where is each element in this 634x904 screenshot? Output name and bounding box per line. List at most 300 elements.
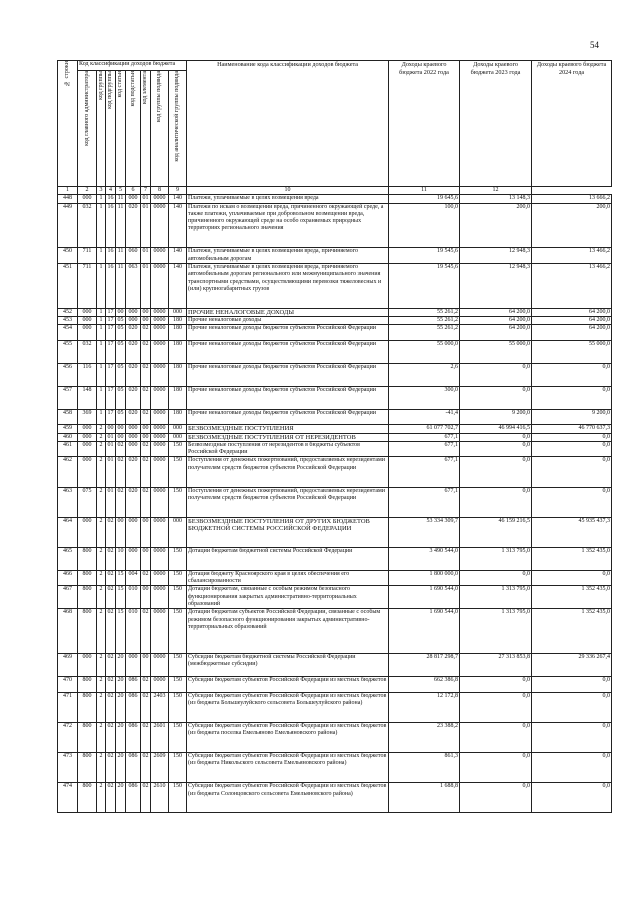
code-article-cell: 20 <box>116 677 126 693</box>
revenue-name-cell: Дотации бюджетам, связанные с особым режимом безопасного функционирования закрытых административно-территориальных образований <box>187 586 389 609</box>
revenue-2023-cell: 9 200,0 <box>460 409 532 425</box>
code-subtype-group-cell: 0000 <box>151 317 169 325</box>
table-row <box>58 677 612 693</box>
row-number-cell: 452 <box>58 308 78 316</box>
revenue-2022-cell: 3 490 544,0 <box>389 547 460 570</box>
code-article-cell: 11 <box>116 203 126 248</box>
code-article-cell: 05 <box>116 340 126 363</box>
revenue-name-cell: Субсидии бюджетам субъектов Российской Федерации из местных бюджетов (из бюджета Никольского сельсовета Емельяновского района) <box>187 753 389 783</box>
code-element-cell: 00 <box>141 654 151 677</box>
revenue-2024-cell: 45 935 437,3 <box>532 517 612 547</box>
table-row <box>58 441 612 457</box>
page-number: 54 <box>590 40 599 50</box>
row-number-cell: 467 <box>58 586 78 609</box>
code-group-cell: 1 <box>97 386 106 409</box>
row-number-cell: 474 <box>58 783 78 813</box>
code-analytic-group-cell: 150 <box>169 609 187 654</box>
table-body <box>58 195 612 813</box>
code-subgroup-cell: 17 <box>106 386 116 409</box>
revenue-2024-cell: 46 770 637,3 <box>532 425 612 433</box>
revenue-2023-cell: 0,0 <box>460 692 532 722</box>
revenue-2024-cell: 29 336 267,4 <box>532 654 612 677</box>
code-element-cell: 02 <box>141 386 151 409</box>
code-subgroup-cell: 02 <box>106 654 116 677</box>
table-row <box>58 457 612 487</box>
table-row <box>58 487 612 517</box>
code-admin-cell: 800 <box>78 570 97 586</box>
row-number-cell: 469 <box>58 654 78 677</box>
code-subgroup-cell: 16 <box>106 263 116 308</box>
revenue-2022-cell: 677,1 <box>389 457 460 487</box>
revenue-2022-cell: 55 261,2 <box>389 325 460 341</box>
code-analytic-group-cell: 150 <box>169 692 187 722</box>
column-number: 11 <box>389 187 460 195</box>
code-subtype-group-cell: 0000 <box>151 586 169 609</box>
revenue-name-cell: Дотация бюджету Красноярского края в целях обеспечения его сбалансированности <box>187 570 389 586</box>
code-group-cell: 2 <box>97 753 106 783</box>
revenue-2024-cell: 13 466,2 <box>532 248 612 264</box>
code-element-cell: 02 <box>141 441 151 457</box>
revenue-2022-cell: 55 000,0 <box>389 340 460 363</box>
table-row <box>58 248 612 264</box>
revenue-2023-cell: 0,0 <box>460 783 532 813</box>
revenue-name-cell: Дотации бюджетам бюджетной системы Российской Федерации <box>187 547 389 570</box>
column-number: 3 <box>97 187 106 195</box>
code-group-cell: 2 <box>97 783 106 813</box>
code-article-cell: 05 <box>117 317 124 324</box>
code-article-cell: 20 <box>116 783 126 813</box>
code-subgroup-cell: 02 <box>106 547 116 570</box>
code-group-cell: 2 <box>97 722 106 752</box>
revenue-name-cell: БЕЗВОЗМЕЗДНЫЕ ПОСТУПЛЕНИЯ <box>187 425 389 433</box>
code-admin-cell: 148 <box>78 386 97 409</box>
code-subtype-group-cell: 0000 <box>151 203 169 248</box>
code-group-cell: 2 <box>97 517 106 547</box>
code-analytic-group-cell: 000 <box>169 425 187 433</box>
code-element-cell: 02 <box>141 783 151 813</box>
code-article-cell: 15 <box>116 586 126 609</box>
code-element-cell: 02 <box>141 609 151 654</box>
code-subgroup-cell: 00 <box>107 425 114 432</box>
header-name: Наименование кода классификации доходов бюджета <box>187 61 389 187</box>
header-classification-group: Код классификации доходов бюджета <box>78 61 187 71</box>
row-number-cell: 454 <box>58 325 78 341</box>
code-subgroup-cell: 17 <box>106 409 116 425</box>
code-subgroup-cell: 17 <box>107 308 114 315</box>
code-analytic-group-cell: 180 <box>169 409 187 425</box>
code-article-cell: 15 <box>116 570 126 586</box>
code-admin-cell: 000 <box>78 517 97 547</box>
table-row <box>58 654 612 677</box>
revenue-2024-cell: 0,0 <box>532 441 612 457</box>
code-article-cell: 05 <box>116 325 126 341</box>
revenue-name-cell: Субсидии бюджетам субъектов Российской Федерации из местных бюджетов (из бюджета Солонцовского сельсовета Емельяновского района) <box>187 783 389 813</box>
code-group-cell: 1 <box>97 203 106 248</box>
code-analytic-group-cell: 150 <box>169 547 187 570</box>
code-group-cell: 2 <box>97 654 106 677</box>
code-admin-cell: 711 <box>78 263 97 308</box>
revenue-2023-cell: 200,0 <box>460 203 532 248</box>
code-analytic-group-cell: 150 <box>169 487 187 517</box>
revenue-name-cell: Платежи по искам о возмещении вреда, причиненного окружающей среде, а также платежи, уплачиваемые при добровольном возмещении вреда, причиненного окружающей среде на особо охраняемых природных территориях регионального значения <box>187 203 389 248</box>
code-group-cell: 2 <box>97 487 106 517</box>
code-subtype-group-cell: 2403 <box>151 692 169 722</box>
revenue-name-cell: Поступления от денежных пожертвований, предоставляемых нерезидентами получателям средств бюджетов субъектов Российской Федерации <box>187 487 389 517</box>
table-row <box>58 609 612 654</box>
code-group-cell: 1 <box>97 409 106 425</box>
revenue-2022-cell: 53 334 309,7 <box>389 517 460 547</box>
code-admin-cell: 000 <box>78 425 97 433</box>
code-element-cell: 02 <box>141 692 151 722</box>
table-row <box>58 692 612 722</box>
column-number: 1 <box>58 187 78 195</box>
revenue-name-cell: Безвозмездные поступления от нерезидентов в бюджеты субъектов Российской Федерации <box>187 441 389 457</box>
code-subarticle-cell: 086 <box>126 783 141 813</box>
code-article-cell: 00 <box>117 433 124 440</box>
revenue-name-cell: Платежи, уплачиваемые в целях возмещения вреда, причиняемого автомобильным дорогам регионального или межмуниципального значения транспортными средствами, осуществляющими перевозки тяжеловесных и (или) крупногабаритных грузов <box>187 263 389 308</box>
code-subgroup-cell: 01 <box>106 441 116 457</box>
code-element-cell: 02 <box>141 677 151 693</box>
code-subarticle-cell: 000 <box>126 425 141 433</box>
code-admin-cell: 711 <box>78 248 97 264</box>
code-admin-cell: 000 <box>78 441 97 457</box>
revenue-2023-cell: 64 200,0 <box>460 317 532 325</box>
code-admin-cell: 000 <box>78 317 97 325</box>
code-admin-cell: 800 <box>78 677 97 693</box>
code-admin-cell: 800 <box>78 609 97 654</box>
code-analytic-group-cell: 150 <box>169 783 187 813</box>
revenue-2024-cell: 0,0 <box>532 722 612 752</box>
table-row <box>58 547 612 570</box>
code-analytic-group-cell: 180 <box>169 363 187 386</box>
code-element-cell: 01 <box>142 195 149 202</box>
code-article-cell: 20 <box>116 692 126 722</box>
revenue-name-cell: Субсидии бюджетам субъектов Российской Федерации из местных бюджетов (из бюджета поселка Емельяново Емельяновского района) <box>187 722 389 752</box>
table-row <box>58 263 612 308</box>
header-code-subgroup: код подгруппы <box>106 71 116 187</box>
revenue-2022-cell: 861,3 <box>389 753 460 783</box>
revenue-2023-cell: 1 313 795,0 <box>460 547 532 570</box>
code-subarticle-cell: 086 <box>126 677 141 693</box>
row-number-cell: 448 <box>58 195 78 203</box>
code-subtype-group-cell: 0000 <box>151 517 169 547</box>
code-subtype-group-cell: 2601 <box>151 722 169 752</box>
code-element-cell: 00 <box>141 517 151 547</box>
revenue-2022-cell: 55 261,2 <box>389 308 460 316</box>
code-subgroup-cell: 17 <box>106 363 116 386</box>
code-subtype-group-cell: 0000 <box>151 386 169 409</box>
code-group-cell: 1 <box>97 195 106 203</box>
revenue-2023-cell: 0,0 <box>460 487 532 517</box>
code-subgroup-cell: 02 <box>106 753 116 783</box>
code-analytic-group-cell: 150 <box>169 654 187 677</box>
revenue-2024-cell: 0,0 <box>532 753 612 783</box>
code-article-cell: 11 <box>116 195 126 203</box>
table-row <box>58 203 612 248</box>
column-number: 8 <box>151 187 169 195</box>
revenue-2022-cell: 2,6 <box>389 363 460 386</box>
code-element-cell: 02 <box>141 722 151 752</box>
code-subarticle-cell: 000 <box>126 517 141 547</box>
code-article-cell: 05 <box>116 409 126 425</box>
code-subtype-group-cell: 0000 <box>151 547 169 570</box>
row-number-cell: 459 <box>58 425 78 433</box>
code-subtype-group-cell: 0000 <box>151 248 169 264</box>
table-header <box>58 61 612 195</box>
code-admin-cell: 075 <box>78 487 97 517</box>
code-subarticle-cell: 000 <box>126 654 141 677</box>
revenue-2023-cell: 12 948,3 <box>460 248 532 264</box>
row-number-cell: 470 <box>58 677 78 693</box>
row-number-cell: 451 <box>58 263 78 308</box>
code-analytic-group-cell: 150 <box>169 586 187 609</box>
row-number-cell: 460 <box>58 433 78 441</box>
code-subgroup-cell: 02 <box>106 586 116 609</box>
code-element-cell: 02 <box>141 570 151 586</box>
header-code-element: код элемента <box>141 71 151 187</box>
revenue-2024-cell: 0,0 <box>532 783 612 813</box>
code-group-cell: 2 <box>97 677 106 693</box>
row-number-cell: 458 <box>58 409 78 425</box>
revenue-2022-cell: 300,0 <box>389 386 460 409</box>
code-element-cell: 02 <box>141 457 151 487</box>
revenue-2024-cell: 64 200,0 <box>532 325 612 341</box>
code-subgroup-cell: 16 <box>107 195 114 202</box>
table-row <box>58 722 612 752</box>
code-subtype-group-cell: 0000 <box>151 677 169 693</box>
table-row <box>58 753 612 783</box>
code-subtype-group-cell: 0000 <box>151 609 169 654</box>
revenue-name-cell: Платежи, уплачиваемые в целях возмещения вреда, причиняемого автомобильным дорогам <box>187 248 389 264</box>
code-article-cell: 00 <box>116 517 126 547</box>
revenue-2024-cell: 13 466,2 <box>532 263 612 308</box>
header-code-article: код статьи <box>116 71 126 187</box>
revenue-2023-cell: 0,0 <box>460 570 532 586</box>
code-subarticle-cell: 020 <box>126 340 141 363</box>
revenue-name-cell: Дотации бюджетам субъектов Российской Федерации, связанные с особым режимом безопасного функционирования закрытых административно-территориальных образований <box>187 609 389 654</box>
code-admin-cell: 032 <box>78 340 97 363</box>
revenue-name-cell: Прочие неналоговые доходы бюджетов субъектов Российской Федерации <box>187 340 389 363</box>
revenue-name-cell: Прочие неналоговые доходы бюджетов субъектов Российской Федерации <box>187 363 389 386</box>
row-number-cell: 463 <box>58 487 78 517</box>
code-subtype-group-cell: 0000 <box>151 441 169 457</box>
code-subgroup-cell: 16 <box>106 203 116 248</box>
code-subgroup-cell: 02 <box>106 692 116 722</box>
code-analytic-group-cell: 150 <box>169 570 187 586</box>
code-admin-cell: 369 <box>78 409 97 425</box>
revenue-2023-cell: 0,0 <box>460 441 532 457</box>
code-subgroup-cell: 02 <box>106 517 116 547</box>
row-number-cell: 453 <box>58 317 78 325</box>
code-element-cell: 02 <box>141 325 151 341</box>
code-subtype-group-cell: 0000 <box>151 409 169 425</box>
code-analytic-group-cell: 140 <box>169 203 187 248</box>
code-element-cell: 00 <box>142 433 149 440</box>
code-analytic-group-cell: 180 <box>169 386 187 409</box>
code-analytic-group-cell: 150 <box>169 753 187 783</box>
code-subtype-group-cell: 0000 <box>151 433 169 441</box>
code-article-cell: 15 <box>116 609 126 654</box>
revenue-name-cell: Прочие неналоговые доходы бюджетов субъектов Российской Федерации <box>187 409 389 425</box>
table-row <box>58 409 612 425</box>
revenue-2022-cell: 100,0 <box>389 203 460 248</box>
code-article-cell: 11 <box>116 263 126 308</box>
code-subtype-group-cell: 0000 <box>151 308 169 316</box>
code-subtype-group-cell: 0000 <box>151 487 169 517</box>
revenue-2022-cell: 1 690 544,0 <box>389 586 460 609</box>
code-article-cell: 10 <box>116 547 126 570</box>
column-number: 4 <box>106 187 116 195</box>
table-row <box>58 308 612 316</box>
code-article-cell: 20 <box>116 722 126 752</box>
table-row <box>58 386 612 409</box>
column-number: 10 <box>187 187 389 195</box>
table-row <box>58 425 612 433</box>
revenue-2024-cell: 1 352 435,0 <box>532 547 612 570</box>
revenue-2022-cell: 19 545,6 <box>389 263 460 308</box>
row-number-cell: 457 <box>58 386 78 409</box>
revenue-2024-cell: 13 666,2 <box>532 195 612 203</box>
code-group-cell: 1 <box>97 340 106 363</box>
header-code-subarticle: код подстатьи <box>126 71 141 187</box>
code-subarticle-cell: 020 <box>126 409 141 425</box>
code-admin-cell: 000 <box>78 195 97 203</box>
code-admin-cell: 116 <box>78 363 97 386</box>
row-number-cell: 465 <box>58 547 78 570</box>
revenue-2023-cell: 46 159 216,5 <box>460 517 532 547</box>
revenue-name-cell: БЕЗВОЗМЕЗДНЫЕ ПОСТУПЛЕНИЯ ОТ ДРУГИХ БЮДЖЕТОВ БЮДЖЕТНОЙ СИСТЕМЫ РОССИЙСКОЙ ФЕДЕРАЦИИ <box>187 517 389 547</box>
revenue-2024-cell: 55 000,0 <box>532 340 612 363</box>
revenue-2022-cell: 23 388,2 <box>389 722 460 752</box>
revenue-2024-cell: 0,0 <box>532 363 612 386</box>
revenue-2023-cell: 13 148,3 <box>460 195 532 203</box>
revenue-2024-cell: 0,0 <box>532 677 612 693</box>
revenue-2022-cell: 1 688,8 <box>389 783 460 813</box>
code-group-cell: 2 <box>97 570 106 586</box>
code-group-cell: 1 <box>97 308 106 316</box>
table-row <box>58 325 612 341</box>
revenue-2023-cell: 1 313 795,0 <box>460 609 532 654</box>
header-code-group: код группы <box>97 71 106 187</box>
code-group-cell: 2 <box>97 586 106 609</box>
code-article-cell: 00 <box>117 308 124 315</box>
code-element-cell: 02 <box>141 487 151 517</box>
code-article-cell: 05 <box>116 363 126 386</box>
header-revenue-2024: Доходы краевого бюджета 2024 года <box>532 61 612 187</box>
code-article-cell: 20 <box>116 753 126 783</box>
code-admin-cell: 800 <box>78 547 97 570</box>
code-group-cell: 1 <box>97 363 106 386</box>
revenue-2024-cell: 9 200,0 <box>532 409 612 425</box>
column-number: 7 <box>141 187 151 195</box>
code-article-cell: 05 <box>116 386 126 409</box>
code-group-cell: 2 <box>97 441 106 457</box>
code-subarticle-cell: 000 <box>126 317 141 325</box>
revenue-2023-cell: 0,0 <box>460 457 532 487</box>
code-subarticle-cell: 010 <box>126 586 141 609</box>
code-subgroup-cell: 02 <box>106 570 116 586</box>
code-admin-cell: 000 <box>78 457 97 487</box>
revenue-name-cell: Платежи, уплачиваемые в целях возмещения вреда <box>187 195 389 203</box>
code-analytic-group-cell: 150 <box>169 677 187 693</box>
table-row <box>58 363 612 386</box>
code-group-cell: 1 <box>97 317 106 325</box>
revenue-2024-cell: 0,0 <box>532 386 612 409</box>
revenue-2022-cell: 19 545,6 <box>389 248 460 264</box>
revenue-2022-cell: -41,4 <box>389 409 460 425</box>
revenue-2024-cell: 0,0 <box>532 457 612 487</box>
code-subarticle-cell: 063 <box>126 263 141 308</box>
revenue-name-cell: Прочие неналоговые доходы бюджетов субъектов Российской Федерации <box>187 386 389 409</box>
code-article-cell: 00 <box>117 425 124 432</box>
code-element-cell: 00 <box>142 425 149 432</box>
revenue-name-cell: Прочие неналоговые доходы <box>187 317 389 325</box>
code-article-cell: 11 <box>116 248 126 264</box>
revenue-name-cell: Субсидии бюджетам бюджетной системы Российской Федерации (межбюджетные субсидии) <box>187 654 389 677</box>
revenue-2022-cell: 662 386,8 <box>389 677 460 693</box>
revenue-2022-cell: 677,1 <box>389 433 460 441</box>
revenue-2022-cell: 19 645,6 <box>389 195 460 203</box>
code-subtype-group-cell: 0000 <box>151 425 169 433</box>
code-subgroup-cell: 02 <box>106 722 116 752</box>
table-row <box>58 517 612 547</box>
revenue-2024-cell: 200,0 <box>532 203 612 248</box>
code-group-cell: 2 <box>97 457 106 487</box>
code-article-cell: 02 <box>116 487 126 517</box>
revenue-2022-cell: 677,1 <box>389 441 460 457</box>
revenue-2022-cell: 12 172,8 <box>389 692 460 722</box>
code-admin-cell: 000 <box>78 325 97 341</box>
code-subgroup-cell: 02 <box>106 677 116 693</box>
revenue-2023-cell: 12 948,3 <box>460 263 532 308</box>
code-element-cell: 02 <box>141 409 151 425</box>
code-analytic-group-cell: 150 <box>169 722 187 752</box>
code-group-cell: 2 <box>97 547 106 570</box>
header-revenue-2023: Доходы краевого бюджета 2023 года <box>460 61 532 187</box>
code-subarticle-cell: 060 <box>126 248 141 264</box>
revenue-2023-cell: 0,0 <box>460 753 532 783</box>
column-number: 5 <box>116 187 126 195</box>
code-subarticle-cell: 020 <box>126 457 141 487</box>
table-row <box>58 586 612 609</box>
code-admin-cell: 000 <box>78 433 97 441</box>
code-group-cell: 2 <box>97 425 106 433</box>
revenue-name-cell: Прочие неналоговые доходы бюджетов субъектов Российской Федерации <box>187 325 389 341</box>
code-admin-cell: 800 <box>78 722 97 752</box>
row-number-cell: 472 <box>58 722 78 752</box>
code-element-cell: 00 <box>142 317 149 324</box>
revenue-2023-cell: 0,0 <box>460 363 532 386</box>
row-number-cell: 466 <box>58 570 78 586</box>
code-subarticle-cell: 004 <box>126 570 141 586</box>
row-number-cell: 456 <box>58 363 78 386</box>
code-admin-cell: 800 <box>78 783 97 813</box>
revenue-name-cell: Субсидии бюджетам субъектов Российской Федерации из местных бюджетов (из бюджета Большеулуйского сельсовета Большеулуйского района) <box>187 692 389 722</box>
revenue-2022-cell: 1 690 544,0 <box>389 609 460 654</box>
revenue-2024-cell: 64 200,0 <box>532 308 612 316</box>
row-number-cell: 462 <box>58 457 78 487</box>
column-number: 2 <box>78 187 97 195</box>
row-number-cell: 468 <box>58 609 78 654</box>
code-analytic-group-cell: 000 <box>169 517 187 547</box>
revenue-2023-cell: 64 200,0 <box>460 325 532 341</box>
code-group-cell: 1 <box>97 263 106 308</box>
revenue-2023-cell: 0,0 <box>460 722 532 752</box>
code-subarticle-cell: 000 <box>126 547 141 570</box>
revenue-2023-cell: 55 000,0 <box>460 340 532 363</box>
row-number-cell: 471 <box>58 692 78 722</box>
code-group-cell: 2 <box>97 692 106 722</box>
